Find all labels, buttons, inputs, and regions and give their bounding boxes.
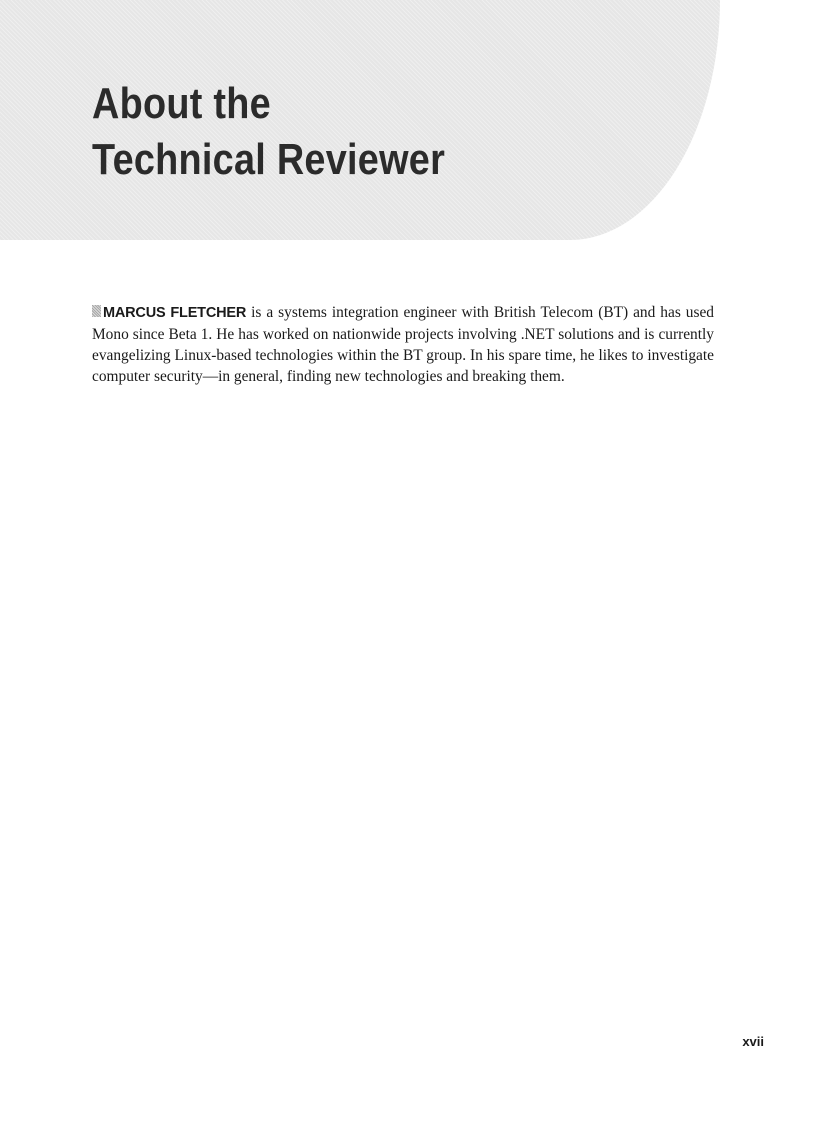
reviewer-name: MARCUS FLETCHER xyxy=(103,305,247,321)
page-number: xvii xyxy=(742,1034,764,1049)
chapter-title-line-2: Technical Reviewer xyxy=(92,135,446,184)
chapter-title-line-1: About the xyxy=(92,79,271,128)
chapter-title xyxy=(92,76,445,188)
bio-marker-icon xyxy=(92,305,101,317)
reviewer-bio-text: is a systems integration engineer with British Telecom (BT) and has used Mono since Beta 1. He has worked on nationwide projects involving .NET solutions and is currently evangelizing Linux-based technologies within the BT group. In his spare time, he likes to investigate computer security—in general, finding new technologies and breaking them. xyxy=(92,304,715,385)
reviewer-bio xyxy=(92,302,714,387)
